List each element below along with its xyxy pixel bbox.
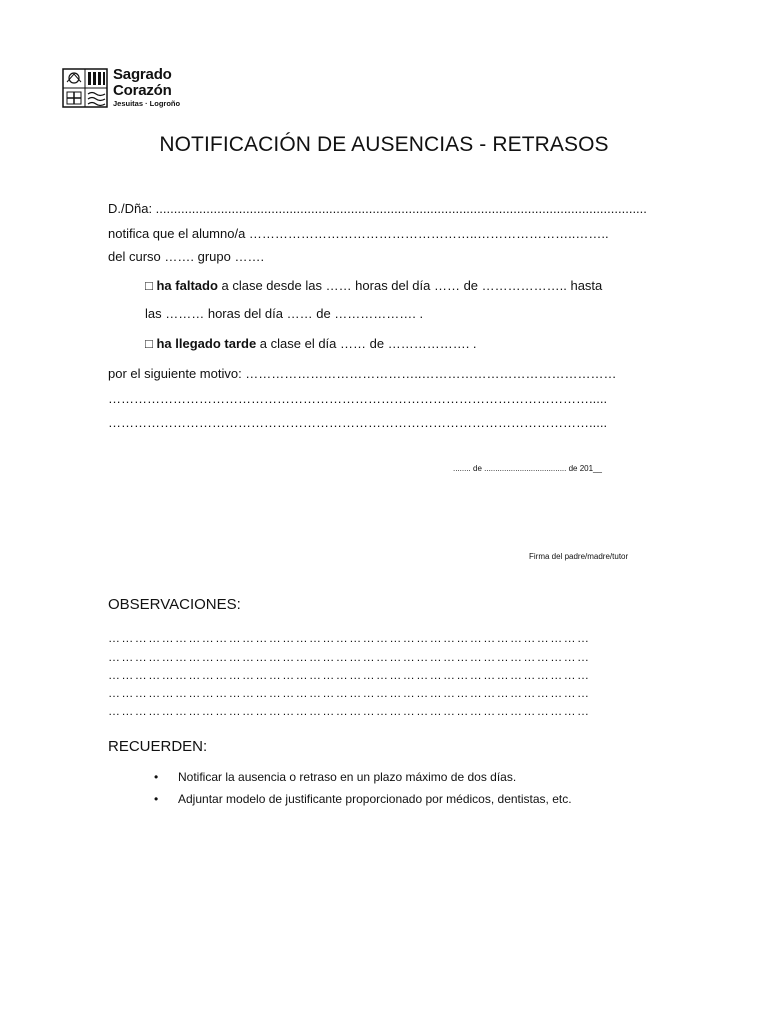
late-text: a clase el día …… de ………………. .	[256, 336, 477, 351]
list-item: • Notificar la ausencia o retraso en un plazo máximo de dos días.	[134, 770, 572, 784]
observations-heading: OBSERVACIONES:	[108, 596, 241, 613]
observation-line: ………………………………………………………………………………………………	[108, 704, 591, 718]
absent-option	[145, 278, 665, 293]
absent-label: ha faltado	[156, 278, 218, 293]
student-field-line: notifica que el alumno/a ……………………………………………..…………………..……..	[108, 226, 609, 241]
remember-list	[134, 770, 572, 814]
absent-line2: las ……… horas del día …… de ………………. .	[145, 306, 424, 321]
list-item: • Adjuntar modelo de justificante proporcionado por médicos, dentistas, etc.	[134, 792, 572, 806]
document-title: NOTIFICACIÓN DE AUSENCIAS - RETRASOS	[159, 133, 609, 156]
course-group-line: del curso ……. grupo …….	[108, 249, 265, 264]
brand-subtitle: Jesuitas · Logroño	[113, 99, 181, 108]
school-logo	[62, 68, 108, 108]
observation-line: ………………………………………………………………………………………………	[108, 650, 591, 664]
late-label: ha llegado tarde	[156, 336, 257, 351]
late-option	[145, 336, 665, 351]
brand-name-line1: Sagrado	[113, 66, 172, 83]
late-checkbox[interactable]: □	[145, 336, 153, 351]
remember-heading: RECUERDEN:	[108, 738, 208, 755]
observation-line: ………………………………………………………………………………………………	[108, 686, 591, 700]
reason-continuation-1: ………………………………………………………………………………………………….....	[108, 391, 608, 406]
absent-checkbox[interactable]: □	[145, 278, 153, 293]
reason-continuation-2: ………………………………………………………………………………………………….....	[108, 415, 608, 430]
brand-name-line2: Corazón	[113, 82, 172, 99]
name-field-line: D./Dña: ........................................................................................................................................	[108, 201, 647, 216]
absent-text: a clase desde las …… horas del día …… de ……………….. hasta	[217, 278, 603, 293]
date-line: ........ de ..................................... de 201__	[453, 464, 602, 473]
reason-line: por el siguiente motivo: …………………………………..………………………………………	[108, 366, 617, 381]
observation-line: ………………………………………………………………………………………………	[108, 631, 591, 645]
signature-label: Firma del padre/madre/tutor	[529, 552, 629, 561]
observation-line: ………………………………………………………………………………………………	[108, 668, 591, 682]
